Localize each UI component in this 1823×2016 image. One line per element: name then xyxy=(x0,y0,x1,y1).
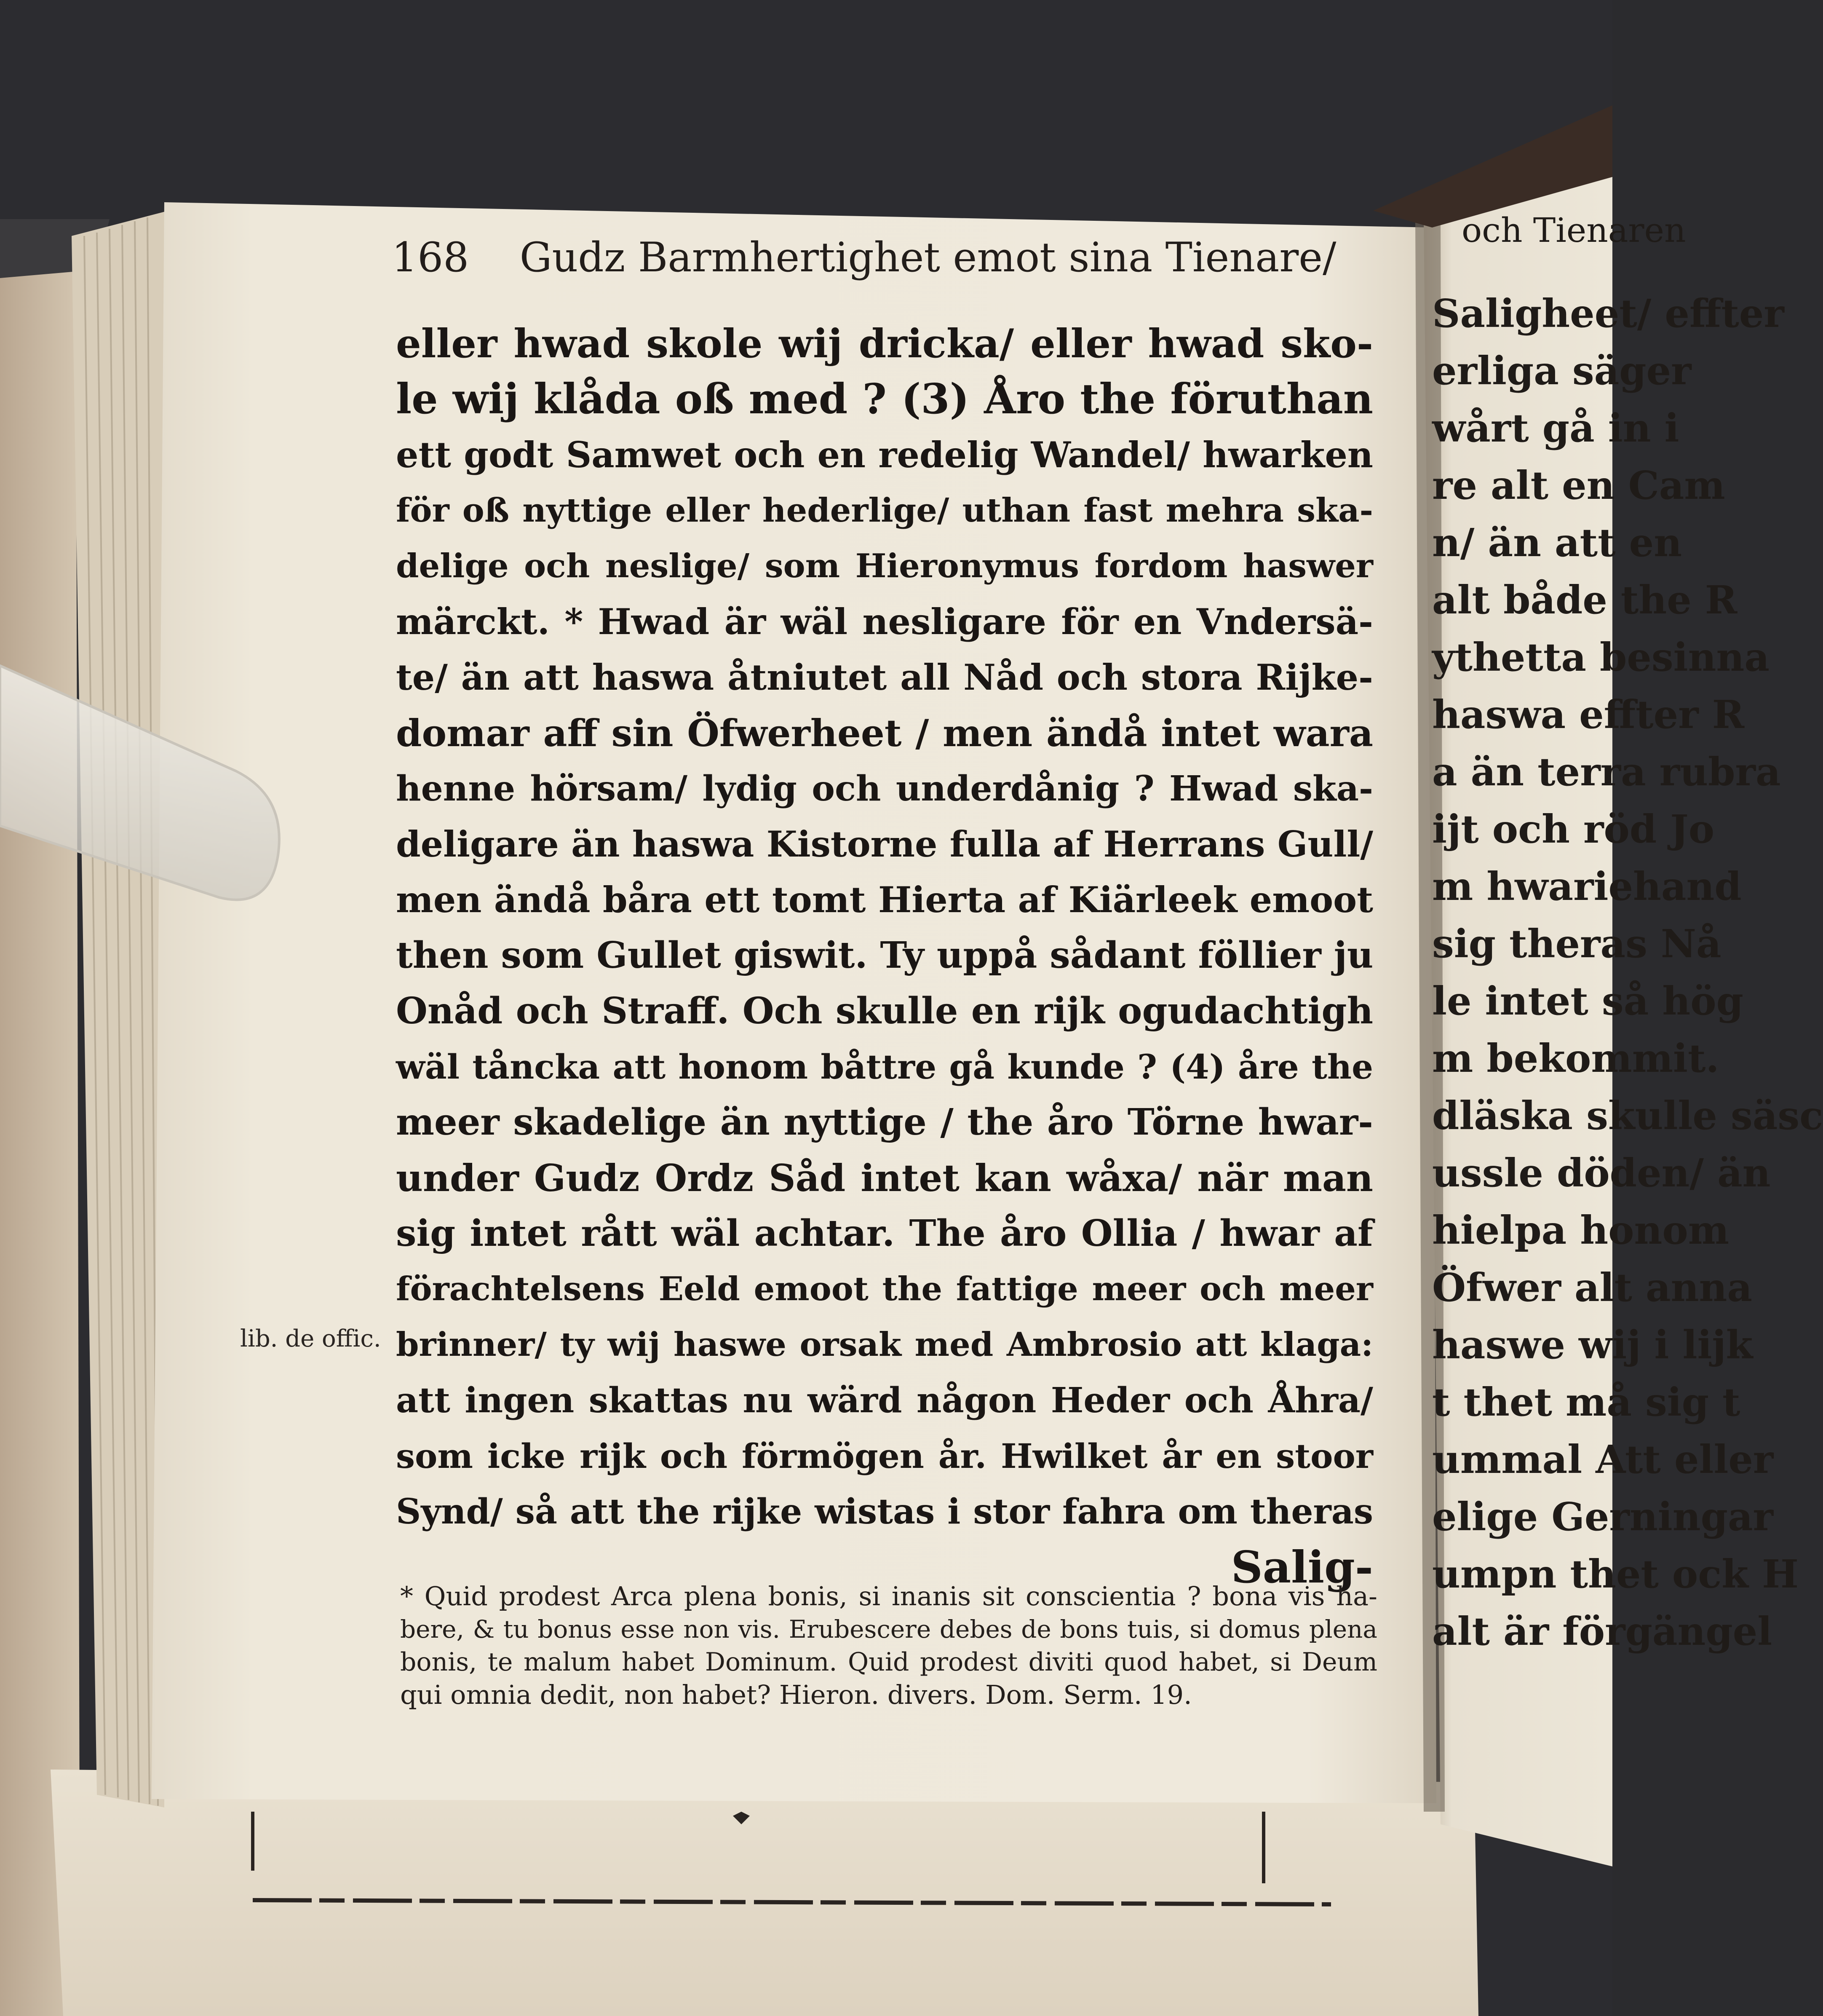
right-page-line: haswa effter R xyxy=(1432,692,1745,737)
right-page-line: haswe wij i lijk xyxy=(1432,1322,1753,1368)
right-page-line: hielpa honom xyxy=(1432,1207,1729,1253)
right-page-line: t thet må sig t xyxy=(1432,1379,1740,1425)
footnote-line: bere, & tu bonus esse non vis. Erubescere debes de bons tuis, si domus plena xyxy=(400,1615,1377,1644)
body-line: under Gudz Ordz Såd intet kan wåxa/ när man xyxy=(396,1156,1373,1200)
body-line: wäl tåncka att honom båttre gå kunde ? (4) åre the xyxy=(396,1047,1373,1087)
body-line: Synd/ så att the rijke wistas i stor fahra om theras xyxy=(396,1491,1373,1532)
right-page-line: erliga säger xyxy=(1432,348,1692,394)
running-header xyxy=(392,234,1361,314)
right-page-line: elige Gerningar xyxy=(1432,1494,1774,1539)
left-cover-board xyxy=(0,261,80,2016)
right-page-line: alt är förgängel xyxy=(1432,1609,1772,1654)
footnote-line: * Quid prodest Arca plena bonis, si inanis sit conscientia ? bona vis ha- xyxy=(400,1581,1377,1612)
right-page-line: Öfwer alt anna xyxy=(1432,1265,1753,1310)
body-line: eller hwad skole wij dricka/ eller hwad sko- xyxy=(396,321,1373,367)
body-line: som icke rijk och förmögen år. Hwilket år en stoor xyxy=(396,1436,1373,1476)
right-page-line: le intet så hög xyxy=(1432,978,1743,1024)
right-page-line: a än terra rubra xyxy=(1432,749,1781,795)
running-title: Gudz Barmhertighet emot sina Tienare/ xyxy=(519,234,1337,281)
body-line: te/ än att haswa åtniutet all Nåd och stora Rijke- xyxy=(396,656,1373,698)
footnote-line: bonis, te malum habet Dominum. Quid prodest diviti quod habet, si Deum xyxy=(400,1647,1377,1677)
right-page-line: dläska skulle säsc xyxy=(1432,1093,1823,1138)
body-text xyxy=(396,316,1377,1595)
body-line: le wij klåda oß med ? (3) Åro the föruthan xyxy=(396,375,1373,423)
body-line: meer skadelige än nyttige / the åro Törne hwar- xyxy=(396,1101,1373,1143)
right-page-text xyxy=(1424,194,1823,1837)
right-page-line: re alt en Cam xyxy=(1432,463,1725,508)
lower-page-leaf xyxy=(51,1770,1478,2016)
right-page-line: ythetta besinna xyxy=(1432,635,1770,680)
body-line: brinner/ ty wij haswe orsak med Ambrosio att klaga: xyxy=(396,1325,1373,1364)
footnote-line: qui omnia dedit, non habet? Hieron. divers. Dom. Serm. 19. xyxy=(400,1679,1192,1710)
body-line: men ändå båra ett tomt Hierta af Kiärleek emoot xyxy=(396,879,1373,921)
right-page-line: sig theras Nå xyxy=(1432,921,1721,967)
body-line: att ingen skattas nu wärd någon Heder och Åhra/ xyxy=(396,1380,1373,1421)
right-page-line: wårt gå in i xyxy=(1432,405,1679,451)
right-page-line: umpn thet ock H xyxy=(1432,1551,1799,1597)
right-page-line: n/ än att en xyxy=(1432,520,1682,565)
right-page-line: ijt och röd Jo xyxy=(1432,806,1715,852)
body-line: delige och neslige/ som Hieronymus fordom haswer xyxy=(396,547,1373,585)
right-page-line: Saligheet/ effter xyxy=(1432,291,1784,336)
body-line: märckt. * Hwad är wäl nesligare för en Vndersä- xyxy=(396,601,1373,643)
body-line: sig intet rått wäl achtar. The åro Ollia / hwar af xyxy=(396,1212,1373,1255)
right-page-line: m bekommit. xyxy=(1432,1036,1719,1081)
body-line: förachtelsens Eeld emoot the fattige meer och meer xyxy=(396,1270,1373,1308)
right-page-line: ummal Att eller xyxy=(1432,1437,1774,1482)
footnote xyxy=(400,1580,1382,1711)
margin-note: lib. de offic. xyxy=(240,1325,381,1352)
right-page-line: alt både the R xyxy=(1432,577,1737,623)
body-line: Onåd och Straff. Och skulle en rijk ogudachtigh xyxy=(396,990,1373,1032)
page-number: 168 xyxy=(392,234,469,281)
body-line: för oß nyttige eller hederlige/ uthan fast mehra ska- xyxy=(396,491,1373,530)
body-line: then som Gullet giswit. Ty uppå sådant föllier ju xyxy=(396,934,1374,977)
body-line: deligare än haswa Kistorne fulla af Herrans Gull/ xyxy=(396,823,1373,865)
right-page-line: m hwariehand xyxy=(1432,864,1742,909)
body-line: ett godt Samwet och en redelig Wandel/ hwarken xyxy=(396,434,1373,476)
body-line: domar aff sin Öfwerheet / men ändå intet wara xyxy=(396,711,1373,755)
right-page-header: och Tienaren xyxy=(1462,211,1686,250)
body-line: Salig- xyxy=(1231,1541,1373,1593)
right-page-line: ussle döden/ än xyxy=(1432,1150,1771,1196)
body-line: henne hörsam/ lydig och underdånig ? Hwad ska- xyxy=(396,768,1373,809)
